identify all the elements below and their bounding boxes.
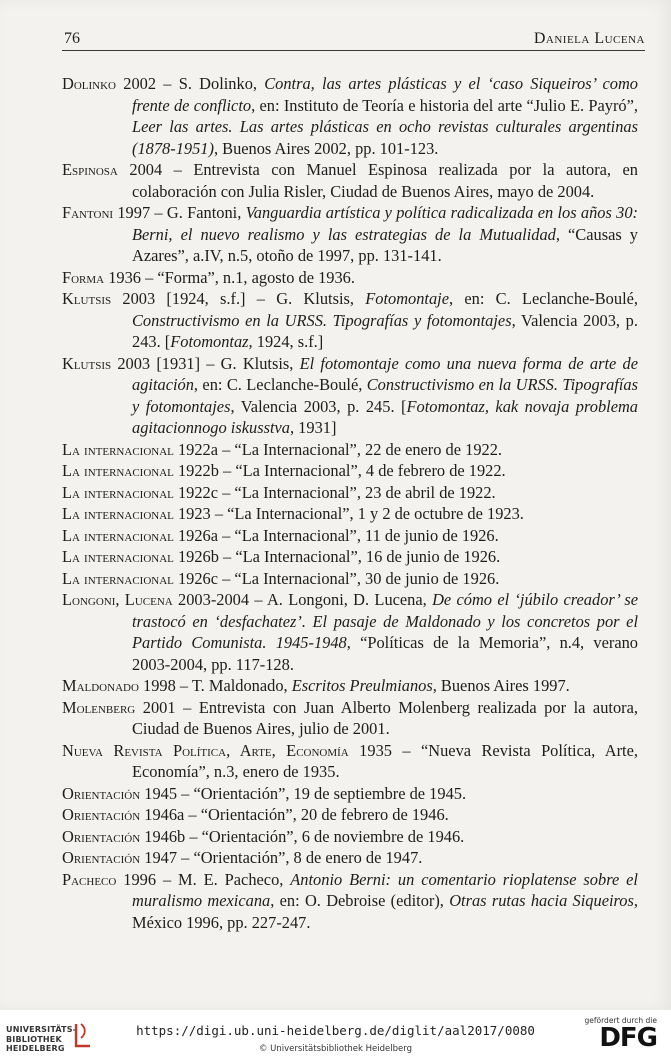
- entry-key: Pacheco: [62, 869, 117, 889]
- entry-text: 1922c – “La Internacional”, 23 de abril de 1922.: [173, 482, 496, 502]
- entry-key: Nueva Revista Política, Arte, Economía: [62, 740, 349, 760]
- library-logo-line: BIBLIOTHEK: [6, 1034, 62, 1044]
- entry-text: 1923 – “La Internacional”, 1 y 2 de octubre de 1923.: [173, 504, 524, 523]
- entry-key: La internacional: [62, 439, 174, 459]
- entry-key: Klutsis: [62, 353, 112, 373]
- entry-text: , 1931]: [289, 418, 337, 437]
- entry-key: Molenberg: [62, 697, 136, 717]
- page-number: 76: [64, 30, 80, 47]
- bibliography-entry: [62, 675, 638, 697]
- entry-key: Klutsis: [62, 289, 112, 308]
- bibliography-entry: [62, 202, 638, 267]
- entry-text: 1926c – “La Internacional”, 30 de junio de 1926.: [173, 568, 500, 588]
- entry-text: , Valencia 2003, p. 245. [: [230, 396, 407, 416]
- entry-text: 1996 – M. E. Pacheco,: [116, 869, 291, 889]
- entry-key: Fantoni: [62, 203, 114, 222]
- entry-text: 1922b – “La Internacional”, 4 de febrero de 1922.: [173, 461, 506, 480]
- entry-key: Maldonado: [62, 676, 139, 695]
- entry-title-italic: Leer las artes. Las artes plásticas en ocho revistas culturales argentinas (1878-1951): [132, 117, 638, 158]
- funding-note: gefördert durch die: [584, 1016, 657, 1025]
- running-head-author: Daniela Lucena: [533, 30, 645, 47]
- entry-key: La internacional: [62, 525, 174, 545]
- entry-key: Forma: [62, 267, 105, 287]
- entry-text: , México 1996, pp. 227-247.: [132, 891, 638, 932]
- library-logo-line: UNIVERSITÄTS-: [6, 1025, 77, 1034]
- bibliography-entry: [62, 460, 638, 482]
- entry-text: 2004 – Entrevista con Manuel Espinosa realizada por la autora, en colaboración con Julia Risler, Ciudad de Buenos Aires, mayo de 2004.: [117, 160, 638, 201]
- entry-key: La internacional: [62, 568, 174, 588]
- entry-text: , “Políticas de la Memoria”, n.4, verano 2003-2004, pp. 117-128.: [132, 633, 638, 674]
- entry-key: La internacional: [62, 504, 174, 523]
- entry-title-italic: Escritos Preulmianos: [291, 676, 433, 695]
- bibliography-entry: [62, 73, 638, 159]
- entry-title-italic: Fotomontaz, kak novaja problema agitacionnogo iskusstva: [132, 396, 638, 437]
- entry-title-italic: De cómo el ‘júbilo creador’ se trastocó en ‘desfachatez’. El pasaje de Maldonado y los concretos por el Partido Comunista. 1945-1948: [132, 590, 638, 652]
- entry-text: 1998 – T. Maldonado,: [138, 676, 292, 695]
- entry-text: 1946a – “Orientación”, 20 de febrero de 1946.: [140, 805, 449, 824]
- entry-text: 1924, s.f.]: [252, 332, 324, 351]
- entry-text: , Valencia 2003, p. 243. [: [132, 310, 638, 351]
- entry-text: 1947 – “Orientación”, 8 de enero de 1947.: [140, 848, 423, 867]
- viewer-footer: [0, 1010, 671, 1059]
- running-head: [62, 30, 645, 51]
- entry-text: 2003 [1924, s.f.] – G. Klutsis,: [111, 289, 366, 308]
- entry-title-italic: Contra, las artes plásticas y el ‘caso Siqueiros’ como frente de conflicto: [132, 74, 638, 115]
- entry-text: 1946b – “Orientación”, 6 de noviembre de 1946.: [140, 826, 465, 846]
- bibliography-entry: [62, 804, 638, 826]
- bibliography-entry: [62, 697, 638, 740]
- entry-key: Dolinko: [62, 74, 116, 93]
- entry-title-italic: Vanguardia artística y política radicalizada en los años 30: Berni, el nuevo realismo y las estrategias de la Mutualidad: [132, 203, 638, 244]
- bibliography-entry: [62, 783, 638, 805]
- permalink-url[interactable]: https://digi.ub.uni-heidelberg.de/diglit/aal2017/0080: [136, 1023, 535, 1038]
- entry-text: , Buenos Aires 1997.: [432, 676, 570, 695]
- entry-title-italic: Antonio Berni: un comentario rioplatense sobre el muralismo mexicana: [132, 869, 638, 910]
- entry-key: Espinosa: [62, 160, 118, 179]
- entry-text: , Buenos Aires 2002, pp. 101-123.: [213, 138, 439, 158]
- entry-key: Orientación: [62, 805, 141, 824]
- bibliography-entry: [62, 503, 638, 525]
- entry-key: La internacional: [62, 482, 174, 502]
- bibliography-entry: [62, 568, 638, 590]
- bibliography-entry: [62, 869, 638, 934]
- entry-key: Orientación: [62, 783, 141, 803]
- entry-title-italic: Fotomontaje: [365, 289, 450, 308]
- dfg-logo[interactable]: DFG: [599, 1023, 657, 1053]
- bibliography-entry: [62, 740, 638, 783]
- entry-text: 1936 – “Forma”, n.1, agosto de 1936.: [104, 267, 355, 287]
- bibliography-list: [62, 73, 638, 933]
- bibliography-entry: [62, 589, 638, 675]
- entry-title-italic: El fotomontaje como una nueva forma de arte de agitación: [132, 353, 638, 394]
- entry-text: , “Causas y Azares”, a.IV, n.5, otoño de 1997, pp. 131-141.: [132, 224, 638, 265]
- entry-key: Orientación: [62, 848, 141, 867]
- entry-text: 2003 [1931] – G. Klutsis,: [111, 353, 300, 373]
- bibliography-entry: [62, 159, 638, 202]
- bibliography-entry: [62, 353, 638, 439]
- entry-text: 2003-2004 – A. Longoni, D. Lucena,: [172, 590, 433, 609]
- bibliography-entry: [62, 525, 638, 547]
- entry-title-italic: Fotomontaz,: [170, 332, 253, 351]
- entry-text: 2002 – S. Dolinko,: [116, 74, 265, 93]
- entry-text: 1997 – G. Fantoni,: [113, 203, 246, 222]
- entry-key: La internacional: [62, 547, 174, 566]
- bibliography-entry: [62, 439, 638, 461]
- bibliography-entry: [62, 267, 638, 289]
- bibliography-entry: [62, 847, 638, 869]
- entry-text: 2001 – Entrevista con Juan Alberto Molenberg realizada por la autora, Ciudad de Buenos Aires, julio de 2001.: [132, 697, 638, 738]
- entry-key: Longoni, Lucena: [62, 590, 173, 609]
- bibliography-entry: [62, 546, 638, 568]
- entry-key: La internacional: [62, 461, 174, 480]
- entry-text: 1926a – “La Internacional”, 11 de junio de 1926.: [173, 525, 499, 545]
- entry-text: 1935 – “Nueva Revista Política, Arte, Economía”, n.3, enero de 1935.: [132, 740, 638, 781]
- entry-text: 1922a – “La Internacional”, 22 de enero de 1922.: [173, 439, 503, 459]
- entry-text: , en: Instituto de Teoría e historia del arte “Julio E. Payró”,: [251, 95, 639, 115]
- bibliography-entry: [62, 288, 638, 353]
- entry-key: Orientación: [62, 826, 141, 846]
- entry-title-italic: Otras rutas hacia Siqueiros: [449, 891, 634, 910]
- entry-text: 1945 – “Orientación”, 19 de septiembre de 1945.: [140, 783, 467, 803]
- library-logo-line: HEIDELBERG: [6, 1044, 65, 1053]
- entry-text: 1926b – “La Internacional”, 16 de junio de 1926.: [173, 547, 501, 566]
- entry-text: , en: C. Leclanche-Boulé,: [193, 375, 367, 394]
- bibliography-entry: [62, 826, 638, 848]
- bibliography-entry: [62, 482, 638, 504]
- copyright-note: © Universitätsbibliothek Heidelberg: [258, 1044, 412, 1054]
- entry-text: , en: O. Debroise (editor),: [270, 891, 450, 910]
- entry-title-italic: Constructivismo en la URSS. Tipografías y fotomontajes: [132, 375, 638, 416]
- entry-title-italic: Constructivismo en la URSS. Tipografías y fotomontajes: [132, 310, 512, 330]
- entry-text: , en: C. Leclanche-Boulé,: [449, 289, 638, 308]
